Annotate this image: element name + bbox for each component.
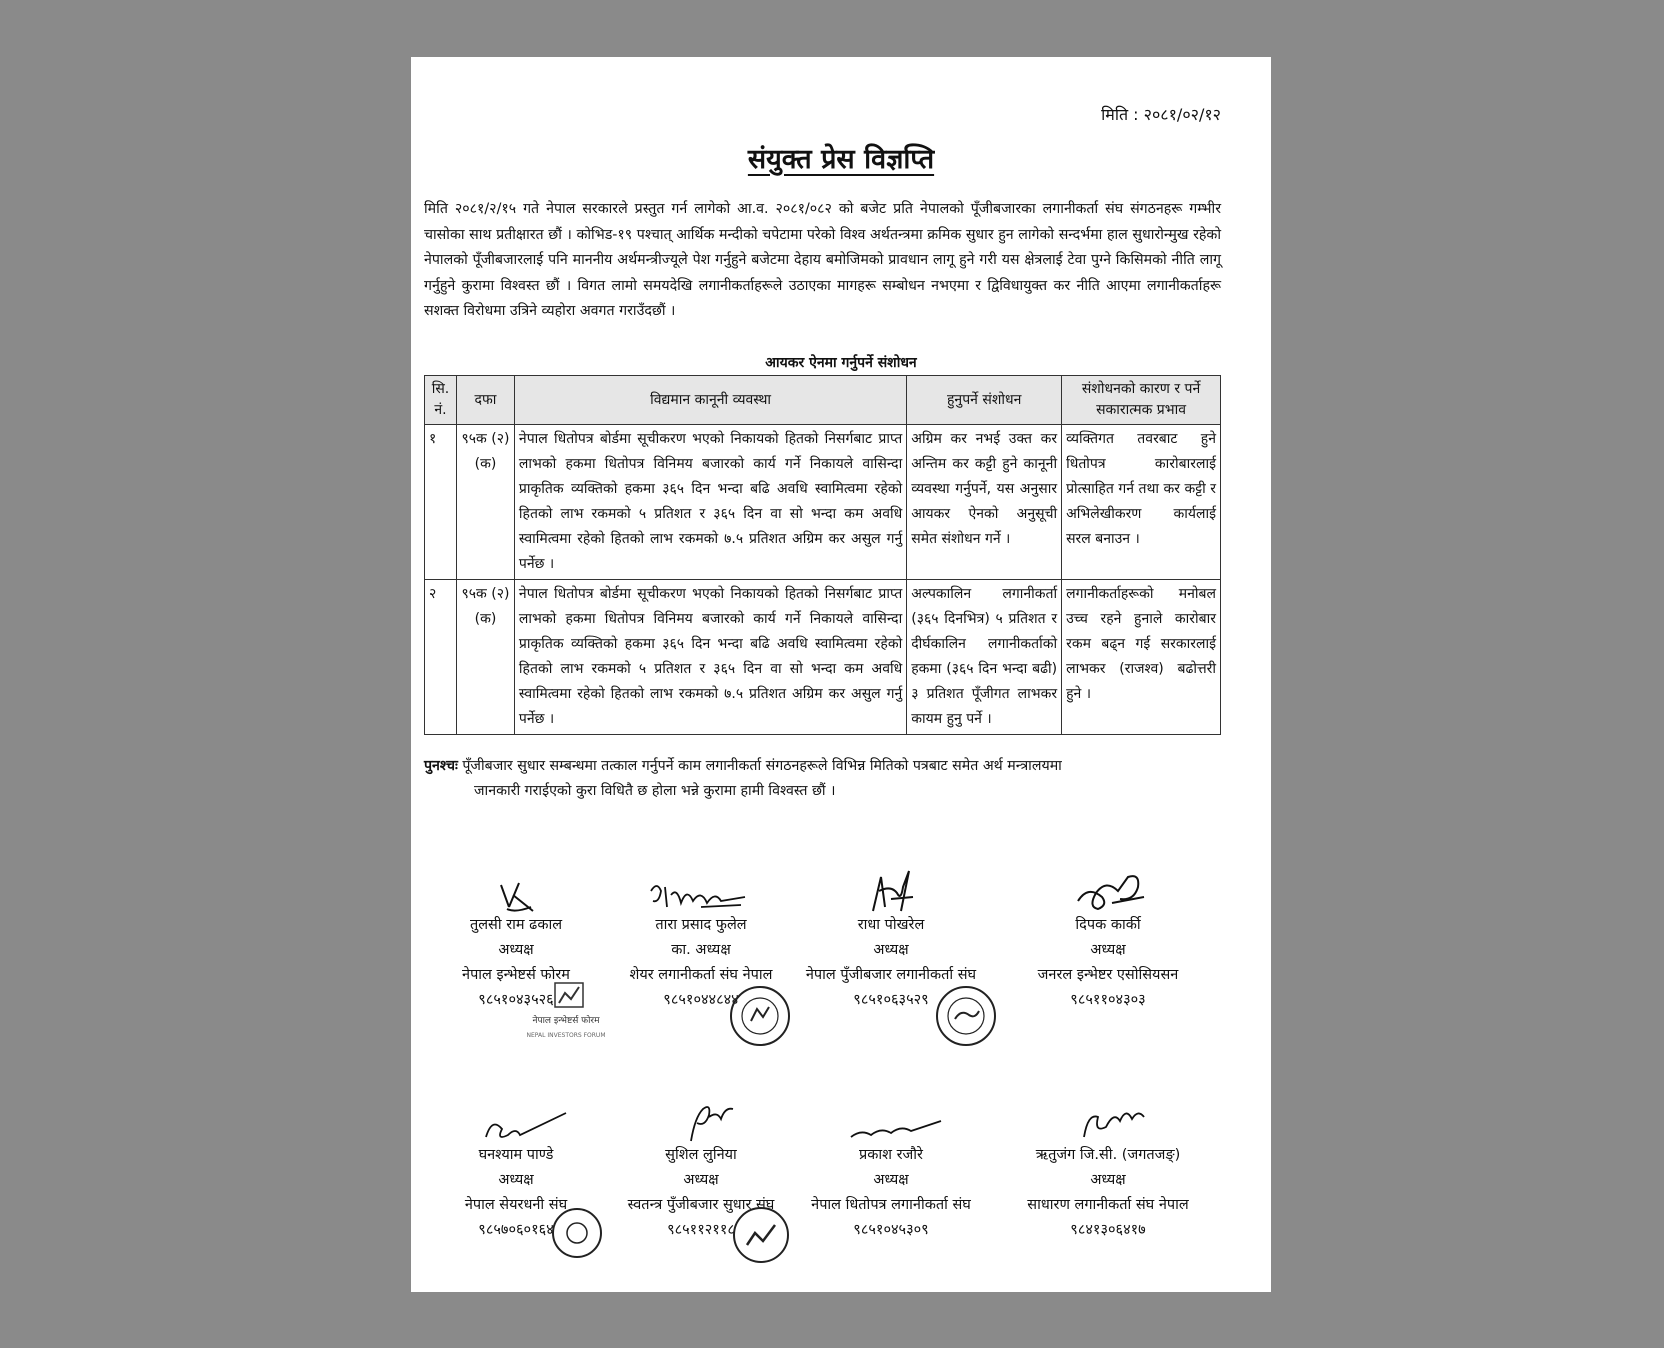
signatory-name: घनश्याम पाण्डे	[478, 1147, 554, 1163]
share-investors-seal	[729, 985, 791, 1051]
signatory-position: अध्यक्ष	[1090, 942, 1126, 958]
signature-image	[1008, 863, 1208, 913]
signatory-block	[1008, 1093, 1208, 1243]
signatory-position: अध्यक्ष	[498, 942, 534, 958]
title-text: संयुक्त प्रेस विज्ञप्ति	[747, 144, 935, 175]
signatory-org: शेयर लगानीकर्ता संघ नेपाल	[629, 967, 773, 983]
signatory-position: अध्यक्ष	[873, 1172, 909, 1188]
signatory-org: नेपाल इन्भेष्टर्स फोरम	[462, 967, 570, 983]
table-caption: आयकर ऐनमा गर्नुपर्ने संशोधन	[765, 355, 917, 371]
row-section: ९५क (२)(क)	[456, 580, 514, 735]
signatory-phone: ९८५७०६०१६४	[478, 1222, 554, 1238]
signature-image	[791, 863, 991, 913]
signatory-phone: ९८५१०४३५२६	[478, 992, 554, 1008]
signatory-phone: ९८५१०६३५२९	[853, 992, 929, 1008]
signature-image	[416, 863, 616, 913]
amendment-table	[424, 375, 1221, 735]
forum-logo-text-en: NEPAL INVESTORS FORUM	[526, 1032, 606, 1039]
signature-image	[1008, 1093, 1208, 1143]
signatory-org: नेपाल सेयरधनी संघ	[464, 1197, 568, 1213]
row-amendment: अल्पकालिन लगानीकर्ता (३६५ दिनभित्र) ५ प्रतिशत र दीर्घकालिन लगानीकर्ताको हकमा (३६५ दिन भन्दा बढी) ३ प्रतिशत पूँजीगत लाभकर कायम हुनु पर्ने ।	[907, 580, 1062, 735]
table-row	[425, 425, 1221, 580]
row-section: ९५क (२)(क)	[456, 425, 514, 580]
signatory-name: सुशिल लुनिया	[665, 1147, 737, 1163]
postscript-line1: पूँजीबजार सुधार सम्बन्धमा तत्काल गर्नुपर्ने काम लगानीकर्ता संगठनहरूले विभिन्न मितिको पत्रबाट समेत अर्थ मन्त्रालयमा	[462, 758, 1062, 774]
forum-logo-text: नेपाल इन्भेष्टर्स फोरम	[532, 1016, 600, 1026]
signatory-position: अध्यक्ष	[873, 942, 909, 958]
signatory-block	[791, 1093, 991, 1243]
signatory-position: अध्यक्ष	[498, 1172, 534, 1188]
header-existing: विद्यमान कानूनी व्यवस्था	[514, 376, 906, 425]
signatory-block	[1008, 863, 1208, 1013]
signatory-position: अध्यक्ष	[1090, 1172, 1126, 1188]
page-title	[411, 139, 1271, 176]
row-existing: नेपाल धितोपत्र बोर्डमा सूचीकरण भएको निकायको हितको निसर्गबाट प्राप्त लाभको हकमा धितोपत्र विनिमय बजारको कार्य गर्ने निकायले वासिन्दा प्राकृतिक व्यक्तिको हकमा ३६५ दिन भन्दा बढि अवधि स्वामित्वमा रहेको हितको लाभ रकमको ५ प्रतिशत र ३६५ दिन वा सो भन्दा कम अवधि स्वामित्वमा रहेको हितको लाभ रकमको ७.५ प्रतिशत अग्रिम कर असुल गर्नु पर्नेछ ।	[514, 425, 906, 580]
signatory-phone: ९८५११०४३०३	[1070, 992, 1146, 1008]
shareholders-seal	[551, 1207, 603, 1263]
signature-image	[791, 1093, 991, 1143]
press-release-page	[411, 57, 1271, 1292]
row-reason: व्यक्तिगत तवरबाट हुने धितोपत्र कारोबारलाई प्रोत्साहित गर्न तथा कर कट्टी र अभिलेखीकरण कार्यलाई सरल बनाउन ।	[1062, 425, 1221, 580]
signatory-name: प्रकाश रजौरे	[859, 1147, 923, 1163]
row-reason: लगानीकर्ताहरूको मनोबल उच्च रहने हुनाले कारोबार रकम बढ्न गई सरकारलाई लाभकर (राजश्व) बढोत्तरी हुने ।	[1062, 580, 1221, 735]
row-sn: १	[425, 425, 457, 580]
signatory-phone: ९८४१३०६४१७	[1070, 1222, 1146, 1238]
signatory-phone: ९८५११२११८	[667, 1222, 735, 1238]
signatory-phone: ९८५१०४५३०९	[853, 1222, 929, 1238]
signatory-name: ऋतुजंग जि.सी. (जगतजङ्)	[1035, 1147, 1181, 1163]
row-sn: २	[425, 580, 457, 735]
signatory-name: तुलसी राम ढकाल	[469, 917, 563, 933]
row-amendment: अग्रिम कर नभई उक्त कर अन्तिम कर कट्टी हुने कानूनी व्यवस्था गर्नुपर्ने, यस अनुसार आयकर ऐनको अनुसूची समेत संशोधन गर्ने ।	[907, 425, 1062, 580]
forum-logo	[521, 977, 611, 1047]
signatory-org: जनरल इन्भेष्टर एसोसियसन	[1037, 967, 1179, 983]
header-reason: संशोधनको कारण र पर्ने सकारात्मक प्रभाव	[1062, 376, 1221, 425]
signatory-position: का. अध्यक्ष	[671, 942, 731, 958]
signatory-phone: ९८५१०४४८४४	[663, 992, 739, 1008]
capital-market-reform-seal	[731, 1205, 791, 1269]
capital-market-seal	[935, 985, 997, 1051]
signatory-name: दिपक कार्की	[1075, 917, 1141, 933]
signatory-name: राधा पोखरेल	[857, 917, 925, 933]
table-row	[425, 580, 1221, 735]
header-section: दफा	[456, 376, 514, 425]
intro-paragraph: मिति २०८१/२/१५ गते नेपाल सरकारले प्रस्तुत गर्न लागेको आ.व. २०८१/०८२ को बजेट प्रति नेपालको पूँजीबजारका लगानीकर्ता संघ संगठनहरू गम्भीर चासोका साथ प्रतीक्षारत छौं । कोभिड-१९ पश्चात् आर्थिक मन्दीको चपेटामा परेको विश्व अर्थतन्त्रमा क्रमिक सुधार हुन लागेको सन्दर्भमा हाल सुधारोन्मुख रहेको नेपालको पूँजीबजारलाई पनि माननीय अर्थमन्त्रीज्यूले पेश गर्नुहुने बजेटमा देहाय बमोजिमको प्रावधान लागू हुने गरी यस क्षेत्रलाई टेवा पुग्ने किसिमको नीति लागू गर्नुहुने कुरामा विश्वस्त छौं । विगत लामो समयदेखि लगानीकर्ताहरूले उठाएका मागहरू सम्बोधन नभएमा र द्विविधायुक्त कर नीति आएमा लगानीकर्ताहरू सशक्त विरोधमा उत्रिने व्यहोरा अवगत गराउँदछौं ।	[424, 201, 1221, 319]
signature-image	[416, 1093, 616, 1143]
postscript-line2: जानकारी गराईएको कुरा विधितै छ होला भन्ने कुरामा हामी विश्वस्त छौं ।	[474, 783, 836, 799]
signatory-name: तारा प्रसाद फुलेल	[655, 917, 747, 933]
signatory-position: अध्यक्ष	[683, 1172, 719, 1188]
postscript	[424, 754, 1221, 804]
signature-image	[601, 1093, 801, 1143]
header-sn: सि. नं.	[425, 376, 457, 425]
header-amendment: हुनुपर्ने संशोधन	[907, 376, 1062, 425]
signatory-org: नेपाल पुँजीबजार लगानीकर्ता संघ	[805, 967, 977, 983]
signature-image	[601, 863, 801, 913]
signatory-org: स्वतन्त्र पुँजीबजार सुधार संघ	[627, 1197, 775, 1213]
signatory-org: साधारण लगानीकर्ता संघ नेपाल	[1027, 1197, 1189, 1213]
signatory-org: नेपाल धितोपत्र लगानीकर्ता संघ	[811, 1197, 971, 1213]
row-existing: नेपाल धितोपत्र बोर्डमा सूचीकरण भएको निकायको हितको निसर्गबाट प्राप्त लाभको हकमा धितोपत्र विनिमय बजारको कार्य गर्ने निकायले वासिन्दा प्राकृतिक व्यक्तिको हकमा ३६५ दिन भन्दा बढि अवधि स्वामित्वमा रहेको हितको लाभ रकमको ५ प्रतिशत र ३६५ दिन वा सो भन्दा कम अवधि स्वामित्वमा रहेको हितको लाभ रकमको ७.५ प्रतिशत अग्रिम कर असुल गर्नु पर्नेछ ।	[514, 580, 906, 735]
table-header-row	[425, 376, 1221, 425]
date-line: मिति : २०८१/०२/१२	[1101, 105, 1221, 124]
postscript-label: पुनश्चः	[424, 758, 458, 774]
